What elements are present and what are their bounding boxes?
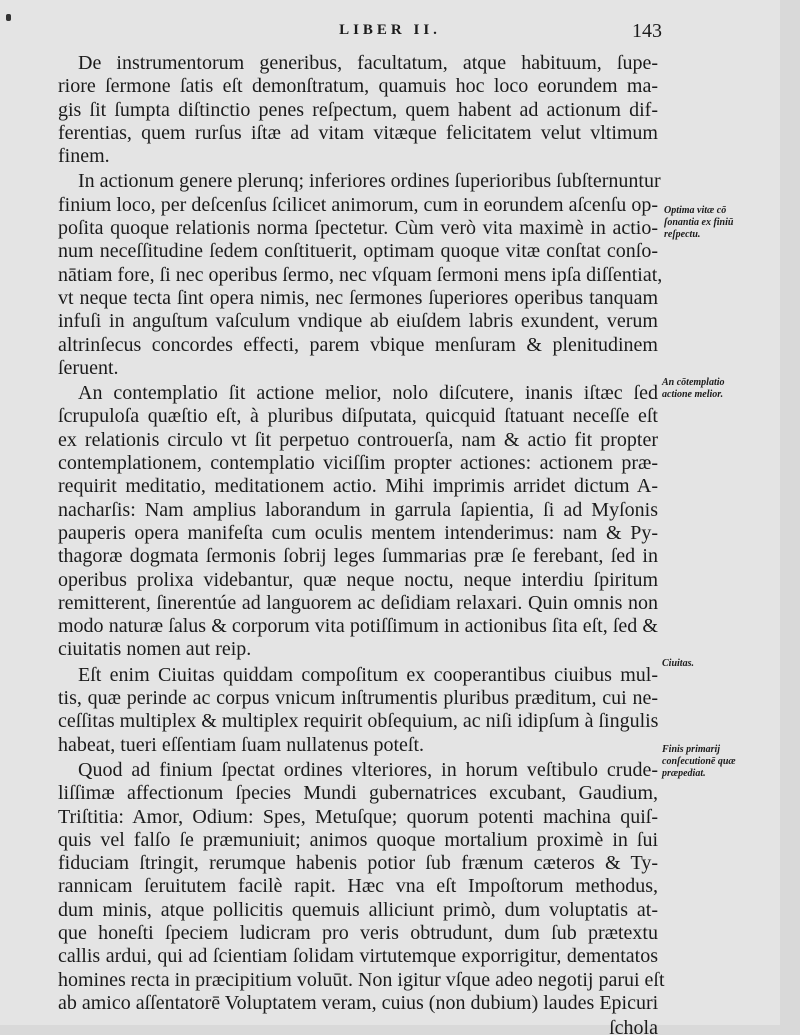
- text-line: tis, quæ perinde ac corpus vnicum inſtrumentis pluribus præditum, cui ne-: [58, 687, 658, 710]
- text-line: ſcrupuloſa quæſtio eſt, à pluribus diſputata, quicquid ſtatuant neceſſe eſt: [58, 405, 658, 428]
- paragraph: [58, 382, 658, 662]
- text-line: An contemplatio ſit actione melior, nolo diſcutere, inanis iſtæc ſed: [78, 382, 658, 405]
- paragraph: [58, 758, 665, 1015]
- text-line: poſita quoque relationis norma ſpectetur. Cùm verò vita maximè in actio-: [58, 217, 658, 240]
- text-line: dum minis, atque pollicitis quemuis alliciunt primò, dum voluptatis at-: [58, 898, 658, 921]
- text-line: finium loco, per deſcenſus ſcilicet animorum, cum in eorundem aſcenſu op-: [58, 193, 658, 216]
- text-line: altrinſecus concordes effecti, parem vbique menſuram & plenitudinem: [58, 333, 658, 356]
- text-line: que honeſti ſpeciem ludicram pro veris obtrudunt, dum ſub prætextu: [58, 921, 658, 944]
- text-line: Eſt enim Ciuitas quiddam compoſitum ex cooperantibus ciuibus mul-: [78, 663, 658, 686]
- text-line: vt neque tecta ſint opera nimis, nec ſermones ſuperiores operibus tanquam: [58, 286, 658, 309]
- margin-note-ciuitas: Ciuitas.: [662, 658, 694, 669]
- paragraph: [58, 52, 658, 168]
- text-line: thagoræ dogmata ſermonis ſobrij leges ſummarias præ ſe ferebant, ſed in: [58, 545, 658, 568]
- text-line: pauperis opera manifeſta cum oculis mentem intenderimus: nam & Py-: [58, 521, 658, 544]
- text-line: ferentias, quem rurſus iſtæ ad vitam vitæque felicitatem velut vltimum: [58, 121, 658, 144]
- text-line: ex relationis circulo vt ſit perpetuo controuerſa, nam & actio fit propter: [58, 428, 658, 451]
- text-line: nātiam fore, ſi nec operibus ſermo, nec vſquam ſermoni mens ipſa diſſentiat,: [58, 263, 663, 286]
- paragraph: [58, 170, 663, 380]
- margin-note-contemplatio: An cōtemplatio actione melior.: [662, 377, 725, 400]
- ink-spot: [6, 14, 11, 21]
- margin-note-optima: Optima vitæ cō ſonantia ex finiū reſpectu.: [664, 205, 734, 240]
- text-line: De instrumentorum generibus, facultatum, atque habituum, ſupe-: [78, 52, 658, 74]
- text-line: gis ſit ſumpta diſtinctio penes reſpectum, quem habent ad actionum dif-: [58, 98, 658, 121]
- text-line: remitterent, ſinerentúe ad languorem ac deſidiam relaxari. Quin omnis non: [58, 591, 658, 614]
- text-line: fiduciam ſtringit, rerumque habenis potior ſub frænum cæteros & Ty-: [58, 852, 658, 875]
- catchword: ſchola: [609, 1017, 658, 1035]
- text-line: rannicam ſeruitutem facilè rapit. Hæc vna eſt Impoſtorum methodus,: [58, 875, 658, 898]
- text-line: ceſſitas multiplex & multiplex requirit obſequium, ac niſi idipſum à ſingulis: [58, 710, 659, 733]
- text-line: requirit meditatio, meditationem actio. Mihi imprimis arridet dictum A-: [58, 475, 658, 498]
- text-line: homines recta in præcipitium voluūt. Non igitur vſque adeo negotij parui eſt: [58, 968, 665, 991]
- text-line: Triſtitia: Amor, Odium: Spes, Metuſque; quorum potenti machina quiſ-: [58, 805, 658, 828]
- text-line: operibus prolixa videbantur, quæ neque noctu, neque interdiu ſpiritum: [58, 568, 658, 591]
- text-line: liſſimæ affectionum ſpecies Mundi gubernatrices excubant, Gaudium,: [58, 782, 658, 805]
- text-line: contemplationem, contemplatio viciſſim propter actiones: actionem præ-: [58, 452, 658, 475]
- margin-note-finis: Finis primarij conſecutionē quæ præpediat.: [662, 744, 736, 779]
- text-line: num neceſſitudine ſedem conſtituerit, optimam quoque vitæ conſtat conſo-: [58, 240, 658, 263]
- text-line: infuſi in anguſtum vaſculum vndique ab eiuſdem labris exundent, verum: [58, 310, 658, 333]
- text-line: In actionum genere plerunq; inferiores ordines ſuperioribus ſubſternuntur: [78, 170, 661, 193]
- text-line: ſeruent.: [58, 356, 119, 379]
- text-line: habeat, tueri eſſentiam ſuam nullatenus poteſt.: [58, 733, 424, 756]
- text-line: Quod ad finium ſpectat ordines vlteriores, in horum veſtibulo crude-: [78, 758, 658, 781]
- body-text: [58, 52, 665, 1035]
- text-line: ciuitatis nomen aut reip.: [58, 638, 252, 661]
- running-title: LIBER II.: [339, 22, 441, 38]
- text-line: ab amico aſſentatorē Voluptatem veram, cuius (non dubium) laudes Epicuri: [58, 991, 659, 1014]
- text-line: nacharſis: Nam amplius laborandum in garrula ſapientia, ſi ad Myſonis: [58, 498, 658, 521]
- text-line: finem.: [58, 145, 110, 168]
- text-line: modo naturæ ſalus & corporum vita potiſſimum in actionibus ſita eſt, ſed &: [58, 615, 658, 638]
- text-line: riore ſermone ſatis eſt demonſtratum, quamuis hoc loco eorundem ma-: [58, 75, 658, 98]
- page-number: 143: [632, 20, 662, 42]
- paragraph: [58, 664, 658, 757]
- text-line: callis ardui, qui ad ſcientiam ſolidam virtutemque exporrigitur, dementatos: [58, 945, 658, 968]
- text-line: quis vel falſo ſe præmuniuit; animos quoque mortalium proximè in ſui: [58, 828, 658, 851]
